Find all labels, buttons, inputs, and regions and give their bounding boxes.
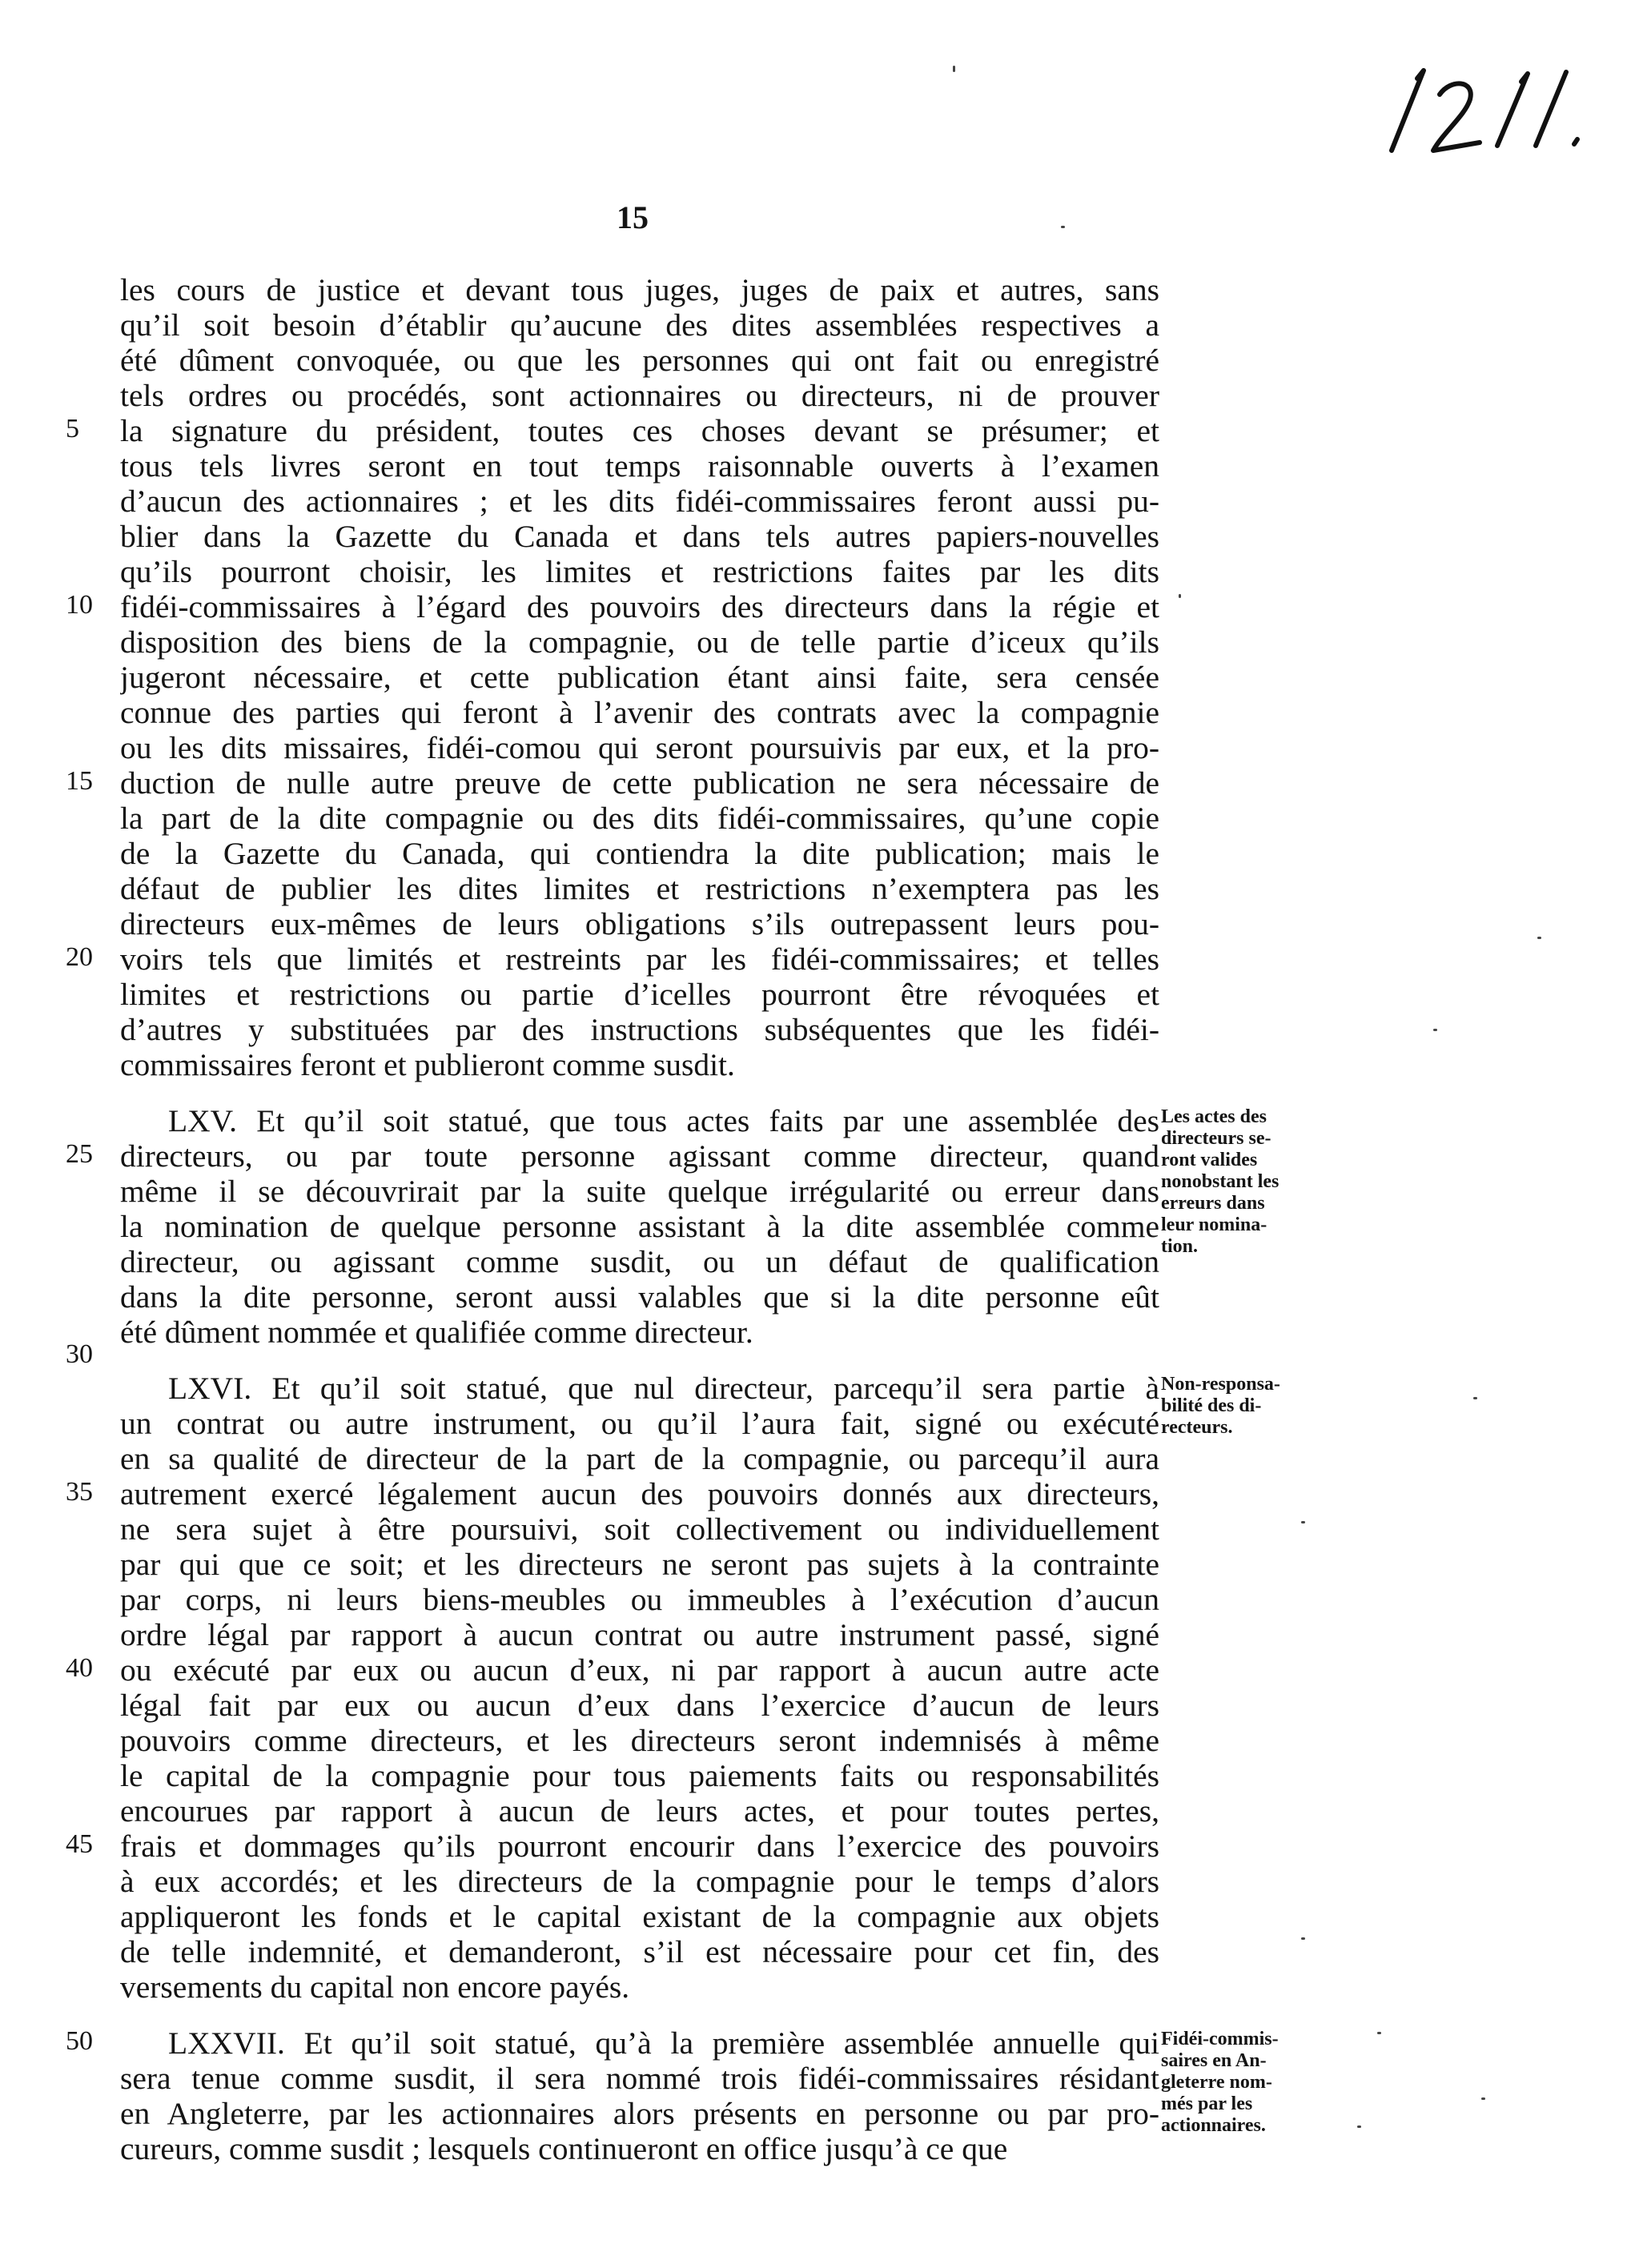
line-text: pouvoirs comme directeurs, et les directeurs seront indemnisés à même xyxy=(120,1723,1159,1758)
section-number: LXVI. xyxy=(168,1371,252,1406)
text-line xyxy=(120,1547,1159,1582)
marginal-note-line: més par les xyxy=(1161,2093,1253,2114)
marginal-note-line: saires en An- xyxy=(1161,2050,1267,2071)
line-text: la nomination de quelque personne assistant à la dite assemblée comme xyxy=(120,1209,1159,1244)
marginal-note-line: leur nomina- xyxy=(1161,1214,1267,1235)
marginal-note-line: actionnaires. xyxy=(1161,2115,1266,2136)
text-line xyxy=(120,1969,1159,2005)
print-speck xyxy=(1433,1029,1437,1031)
line-number: 20 xyxy=(66,942,93,972)
line-text: versements du capital non encore payés. xyxy=(120,1969,630,2005)
text-line xyxy=(120,1899,1159,1934)
line-text: en Angleterre, par les actionnaires alors présents en personne ou par pro- xyxy=(120,2096,1159,2131)
line-text: qu’ils pourront choisir, les limites et restrictions faites par les dits xyxy=(120,554,1159,589)
line-text: Et qu’il soit statué, que tous actes faits par une assemblée des xyxy=(256,1103,1159,1138)
line-text: limites et restrictions ou partie d’icelles pourront être révoquées et xyxy=(120,977,1159,1012)
print-speck xyxy=(1061,226,1065,228)
text-line xyxy=(120,1209,1159,1244)
line-text: autrement exercé légalement aucun des pouvoirs donnés aux directeurs, xyxy=(120,1476,1159,1511)
line-text: cureurs, comme susdit ; lesquels continueront en office jusqu’à ce que xyxy=(120,2131,1008,2166)
text-line xyxy=(120,1279,1159,1315)
text-line xyxy=(120,660,1159,695)
line-text: par qui que ce soit; et les directeurs ne seront pas sujets à la contrainte xyxy=(120,1547,1159,1582)
text-line xyxy=(120,1582,1159,1617)
text-line xyxy=(120,1793,1159,1828)
line-number: 30 xyxy=(66,1339,93,1369)
section-number: LXV. xyxy=(168,1103,237,1138)
text-line xyxy=(120,1617,1159,1652)
text-line xyxy=(120,695,1159,730)
text-line xyxy=(120,2096,1159,2131)
text-line xyxy=(120,1934,1159,1969)
marginal-note-line: Fidéi-commis- xyxy=(1161,2029,1279,2049)
text-line xyxy=(120,836,1159,871)
text-line xyxy=(168,1103,1159,1138)
text-line xyxy=(120,378,1159,413)
line-text: tels ordres ou procédés, sont actionnaires ou directeurs, ni de prouver xyxy=(120,378,1159,413)
line-text: été dûment convoquée, ou que les personnes qui ont fait ou enregistré xyxy=(120,343,1159,378)
text-line xyxy=(120,272,1159,307)
marginal-note-line: Les actes des xyxy=(1161,1106,1267,1127)
line-text: à eux accordés; et les directeurs de la compagnie pour le temps d’alors xyxy=(120,1864,1159,1899)
line-number: 5 xyxy=(66,414,79,444)
text-line xyxy=(120,1723,1159,1758)
line-text: même il se découvrirait par la suite quelque irrégularité ou erreur dans xyxy=(120,1174,1159,1209)
line-text: qu’il soit besoin d’établir qu’aucune des dites assemblées respectives a xyxy=(120,307,1159,343)
marginal-note-line: nonobstant les xyxy=(1161,1171,1279,1192)
line-text: duction de nulle autre preuve de cette publication ne sera nécessaire de xyxy=(120,765,1159,801)
line-number: 50 xyxy=(66,2026,93,2056)
line-text: ne sera sujet à être poursuivi, soit collectivement ou individuellement xyxy=(120,1511,1159,1547)
text-line xyxy=(120,1758,1159,1793)
line-number: 40 xyxy=(66,1653,93,1683)
marginal-note-line: Non-responsa- xyxy=(1161,1374,1280,1395)
text-line xyxy=(120,1828,1159,1864)
line-text: légal fait par eux ou aucun d’eux dans l’exercice d’aucun de leurs xyxy=(120,1688,1159,1723)
line-text: le capital de la compagnie pour tous paiements faits ou responsabilités xyxy=(120,1758,1159,1793)
print-speck xyxy=(1377,2032,1381,2034)
text-line xyxy=(120,871,1159,906)
line-text: défaut de publier les dites limites et restrictions n’exemptera pas les xyxy=(120,871,1159,906)
line-text: été dûment nommée et qualifiée comme directeur. xyxy=(120,1315,753,1350)
line-text: par corps, ni leurs biens-meubles ou immeubles à l’exécution d’aucun xyxy=(120,1582,1159,1617)
text-line xyxy=(120,977,1159,1012)
line-text: d’autres y substituées par des instructions subséquentes que les fidéi- xyxy=(120,1012,1159,1047)
line-text: ou exécuté par eux ou aucun d’eux, ni par rapport à aucun autre acte xyxy=(120,1652,1159,1688)
marginal-note-line: tion. xyxy=(1161,1236,1199,1257)
text-line xyxy=(168,2025,1159,2061)
text-line xyxy=(120,554,1159,589)
text-line xyxy=(120,413,1159,448)
handwritten-1211-drawing xyxy=(1377,56,1585,160)
text-line xyxy=(120,1138,1159,1174)
text-line xyxy=(120,1441,1159,1476)
text-line xyxy=(120,519,1159,554)
print-speck xyxy=(1179,594,1181,598)
line-text: de telle indemnité, et demanderont, s’il est nécessaire pour cet fin, des xyxy=(120,1934,1159,1969)
marginal-note-line: recteurs. xyxy=(1161,1417,1233,1438)
text-line xyxy=(120,1174,1159,1209)
line-text: d’aucun des actionnaires ; et les dits fidéi-commissaires feront aussi pu- xyxy=(120,484,1159,519)
line-text: voirs tels que limités et restreints par les fidéi-commissaires; et telles xyxy=(120,941,1159,977)
line-text: directeur, ou agissant comme susdit, ou un défaut de qualification xyxy=(120,1244,1159,1279)
text-line xyxy=(120,484,1159,519)
text-line xyxy=(120,1047,1159,1082)
handwritten-annotation xyxy=(1377,56,1585,160)
line-text: jugeront nécessaire, et cette publication étant ainsi faite, sera censée xyxy=(120,660,1159,695)
text-line xyxy=(120,624,1159,660)
text-line xyxy=(120,1012,1159,1047)
line-text: disposition des biens de la compagnie, ou de telle partie d’iceux qu’ils xyxy=(120,624,1159,660)
text-line xyxy=(120,307,1159,343)
text-line xyxy=(120,2061,1159,2096)
line-text: de la Gazette du Canada, qui contiendra la dite publication; mais le xyxy=(120,836,1159,871)
text-line xyxy=(120,1864,1159,1899)
print-speck xyxy=(1473,1397,1477,1399)
line-text: un contrat ou autre instrument, ou qu’il l’aura fait, signé ou exécuté xyxy=(120,1406,1159,1441)
line-text: dans la dite personne, seront aussi valables que si la dite personne eût xyxy=(120,1279,1159,1315)
line-text: frais et dommages qu’ils pourront encourir dans l’exercice des pouvoirs xyxy=(120,1828,1159,1864)
text-line xyxy=(120,1315,1159,1350)
text-line xyxy=(120,589,1159,624)
line-text: fidéi-commissaires à l’égard des pouvoirs des directeurs dans la régie et xyxy=(120,589,1159,624)
marginal-note-line: erreurs dans xyxy=(1161,1193,1265,1214)
print-speck xyxy=(1481,2097,1485,2100)
print-speck xyxy=(1537,937,1541,939)
line-text: la signature du président, toutes ces choses devant se présumer; et xyxy=(120,413,1159,448)
text-line xyxy=(168,1371,1159,1406)
text-line xyxy=(120,1406,1159,1441)
text-line xyxy=(120,1511,1159,1547)
line-text: les cours de justice et devant tous juges, juges de paix et autres, sans xyxy=(120,272,1159,307)
line-number: 35 xyxy=(66,1477,93,1507)
line-text: commissaires feront et publieront comme susdit. xyxy=(120,1047,735,1082)
line-text: en sa qualité de directeur de la part de la compagnie, ou parcequ’il aura xyxy=(120,1441,1159,1476)
section-number: LXXVII. xyxy=(168,2025,285,2061)
text-line xyxy=(120,448,1159,484)
line-text: blier dans la Gazette du Canada et dans tels autres papiers-nouvelles xyxy=(120,519,1159,554)
marginal-note-line: bilité des di- xyxy=(1161,1395,1262,1416)
line-text: Et qu’il soit statué, que nul directeur, parcequ’il sera partie à xyxy=(271,1371,1159,1406)
line-text: connue des parties qui feront à l’avenir des contrats avec la compagnie xyxy=(120,695,1159,730)
text-line xyxy=(120,1476,1159,1511)
print-speck xyxy=(1301,1937,1305,1940)
text-line xyxy=(120,801,1159,836)
marginal-note-line: gleterre nom- xyxy=(1161,2072,1272,2093)
line-number: 25 xyxy=(66,1139,93,1169)
line-text: ordre légal par rapport à aucun contrat ou autre instrument passé, signé xyxy=(120,1617,1159,1652)
text-line xyxy=(120,941,1159,977)
page-number: 15 xyxy=(617,199,649,235)
text-line xyxy=(120,1244,1159,1279)
text-line xyxy=(120,1688,1159,1723)
line-text: ou les dits missaires, fidéi-comou qui seront poursuivis par eux, et la pro- xyxy=(120,730,1159,765)
line-number: 15 xyxy=(66,766,93,796)
marginal-note-line: ront valides xyxy=(1161,1150,1258,1170)
print-speck xyxy=(953,66,955,72)
print-speck xyxy=(1301,1521,1305,1523)
text-line xyxy=(120,2131,1159,2166)
line-text: Et qu’il soit statué, qu’à la première assemblée annuelle qui xyxy=(303,2025,1159,2061)
print-speck xyxy=(1357,2125,1361,2128)
line-number: 10 xyxy=(66,590,93,620)
line-text: directeurs, ou par toute personne agissant comme directeur, quand xyxy=(120,1138,1159,1174)
line-number: 45 xyxy=(66,1829,93,1859)
text-line xyxy=(120,343,1159,378)
line-text: sera tenue comme susdit, il sera nommé trois fidéi-commissaires résidant xyxy=(120,2061,1159,2096)
marginal-note-line: directeurs se- xyxy=(1161,1128,1271,1149)
text-line xyxy=(120,730,1159,765)
text-line xyxy=(120,765,1159,801)
text-line xyxy=(120,906,1159,941)
line-text: appliqueront les fonds et le capital existant de la compagnie aux objets xyxy=(120,1899,1159,1934)
line-text: directeurs eux-mêmes de leurs obligations s’ils outrepassent leurs pou- xyxy=(120,906,1159,941)
line-text: la part de la dite compagnie ou des dits fidéi-commissaires, qu’une copie xyxy=(120,801,1159,836)
text-line xyxy=(120,1652,1159,1688)
line-text: tous tels livres seront en tout temps raisonnable ouverts à l’examen xyxy=(120,448,1159,484)
line-text: encourues par rapport à aucun de leurs actes, et pour toutes pertes, xyxy=(120,1793,1159,1828)
